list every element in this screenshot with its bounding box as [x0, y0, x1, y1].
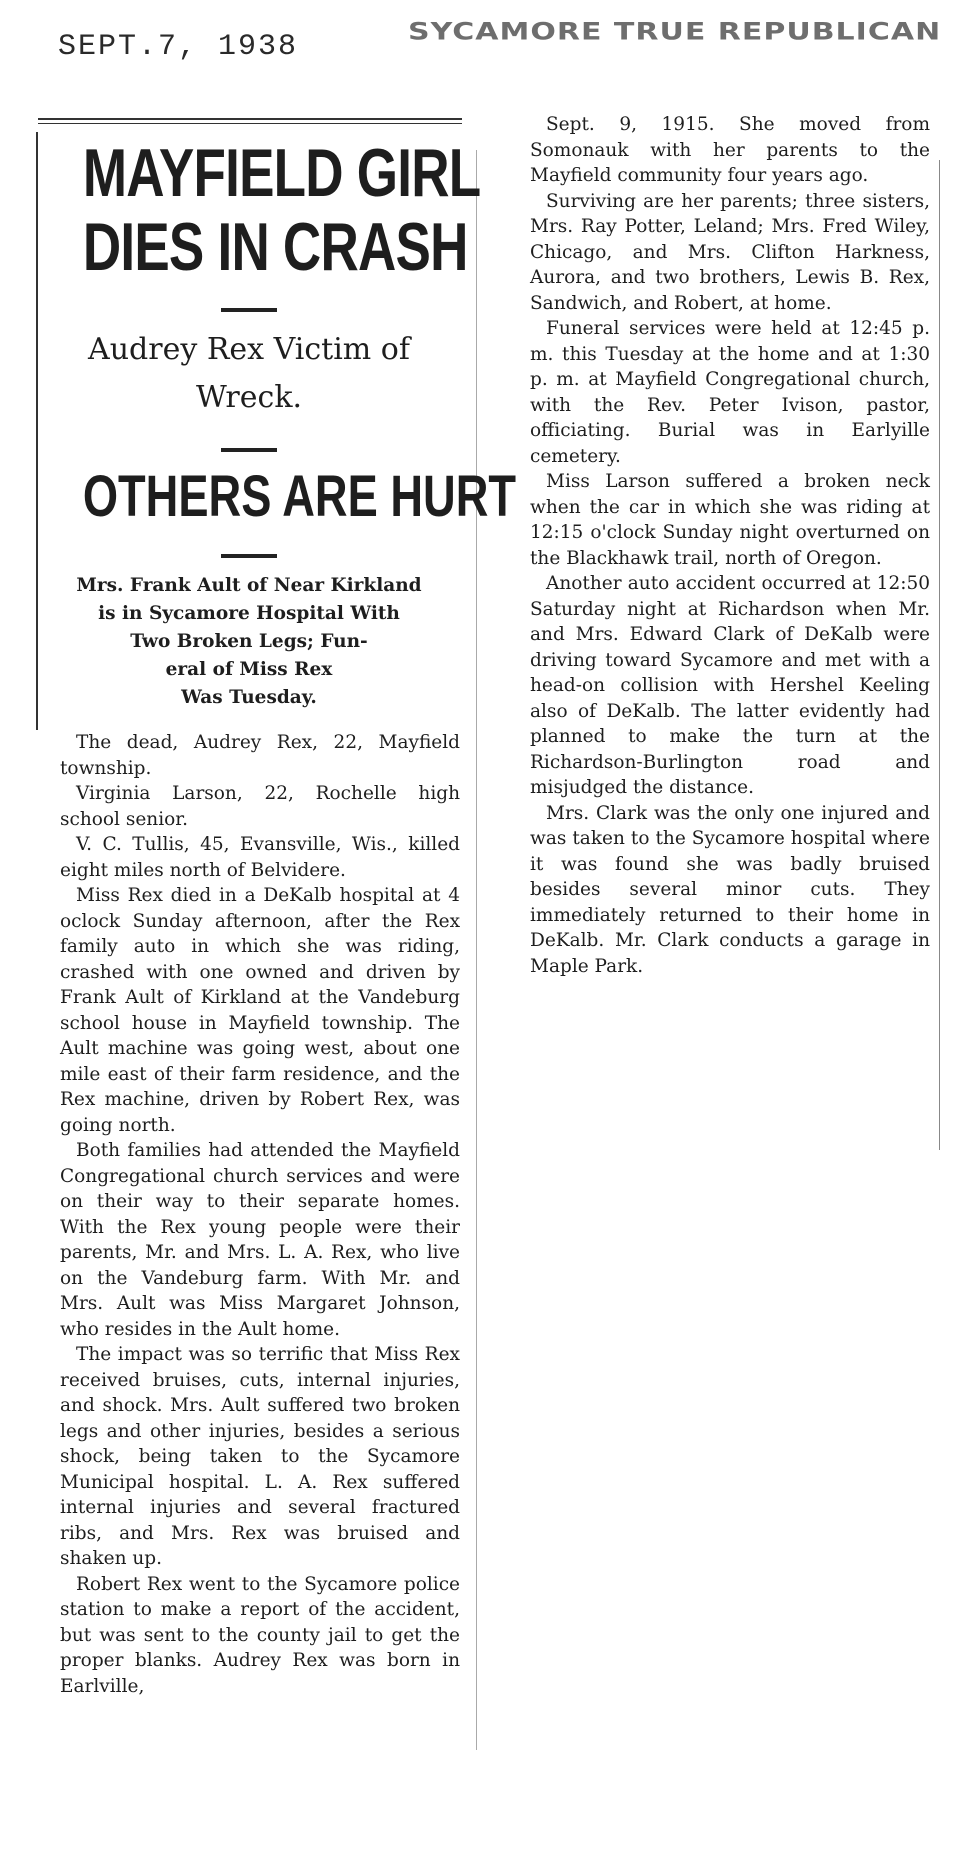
article-paragraph: Another auto accident occurred at 12:50 Saturday night at Richardson when Mr. and Mrs. Edward Clark of DeKalb were driving toward Sycamore and met with a head-on collision with Hershel Keeling also of DeKalb. The latter evidently had planned to make the turn at the Richardson-Burlington road and misjudged the distance. — [530, 573, 930, 798]
clipping-date: SEPT.7, 1938 — [58, 30, 299, 64]
headline-divider — [221, 554, 277, 558]
article-paragraph: Surviving are her parents; three sisters, Mrs. Ray Potter, Leland; Mrs. Fred Wiley, Chicago, and Mrs. Clifton Harkness, Aurora, and two brothers, Lewis B. Rex, Sandwich, and Robert, at home. — [530, 190, 930, 314]
headline-block — [36, 118, 517, 712]
article-paragraph: The dead, Audrey Rex, 22, Mayfield township. — [60, 732, 460, 779]
article-paragraph: Funeral services were held at 12:45 p. m. this Tuesday at the home and at 1:30 p. m. at Mayfield Congregational church, with the Rev. Peter Ivison, pastor, officiating. Burial was in Earlyille cemetery. — [530, 318, 930, 467]
main-headline-line-1: MAYFIELD GIRL — [82, 135, 481, 211]
newspaper-source-stamp: SYCAMORE TRUE REPUBLICAN — [408, 18, 942, 46]
article-paragraph: Both families had attended the Mayfield Congregational church services and were on their way to their separate homes. With the Rex young people were their parents, Mr. and Mrs. L. A. Rex, who live on the Vandeburg farm. With Mr. and Mrs. Ault was Miss Margaret Johnson, who resides in the Ault home. — [60, 1140, 460, 1340]
headline-divider — [221, 448, 277, 452]
headline-divider — [221, 308, 277, 312]
column-divider — [476, 150, 477, 1750]
deck-line: Mrs. Frank Ault of Near Kirkland — [76, 575, 422, 596]
article-paragraph: Miss Larson suffered a broken neck when the car in which she was riding at 12:15 o'clock Sunday night overturned on the Blackhawk trail, north of Oregon. — [530, 471, 930, 569]
article-paragraph: The impact was so terrific that Miss Rex received bruises, cuts, internal injuries, and shock. Mrs. Ault suffered two broken legs and other injuries, besides a serious shock, being taken to the Sycamore Municipal hospital. L. A. Rex suffered internal injuries and several fractured ribs, and Mrs. Rex was bruised and shaken up. — [60, 1344, 460, 1569]
article-paragraph: Sept. 9, 1915. She moved from Somonauk with her parents to the Mayfield community four years ago. — [530, 114, 930, 186]
left-article-column — [60, 730, 460, 1699]
subheadline-line-2: Wreck. — [195, 380, 303, 415]
right-article-column — [530, 112, 930, 979]
deck-line: Two Broken Legs; Fun- — [130, 631, 368, 652]
main-headline-line-2: DIES IN CRASH — [82, 209, 468, 285]
article-paragraph: Miss Rex died in a DeKalb hospital at 4 oclock Sunday afternoon, after the Rex family auto in which she was riding, crashed with one owned and driven by Frank Ault of Kirkland at the Vandeburg school house in Mayfield township. The Ault machine was going west, about one mile east of their farm residence, and the Rex machine, driven by Robert Rex, was going north. — [60, 885, 460, 1136]
second-headline: OTHERS ARE HURT — [82, 464, 517, 529]
article-paragraph: V. C. Tullis, 45, Evansville, Wis., killed eight miles north of Belvidere. — [60, 834, 460, 881]
right-edge-rule — [939, 160, 940, 1150]
deck-line: Was Tuesday. — [181, 687, 317, 708]
headline-left-rule — [36, 132, 38, 730]
article-paragraph: Virginia Larson, 22, Rochelle high school senior. — [60, 783, 460, 830]
deck-line: eral of Miss Rex — [165, 659, 333, 680]
article-paragraph: Robert Rex went to the Sycamore police station to make a report of the accident, but was sent to the county jail to get the proper blanks. Audrey Rex was born in Earlville, — [60, 1573, 460, 1697]
deck-line: is in Sycamore Hospital With — [98, 603, 400, 624]
subheadline-line-1: Audrey Rex Victim of — [88, 332, 410, 367]
article-paragraph: Mrs. Clark was the only one injured and was taken to the Sycamore hospital where it was found she was badly bruised besides several minor cuts. They immediately returned to their home in DeKalb. Mr. Clark conducts a garage in Maple Park. — [530, 802, 930, 977]
